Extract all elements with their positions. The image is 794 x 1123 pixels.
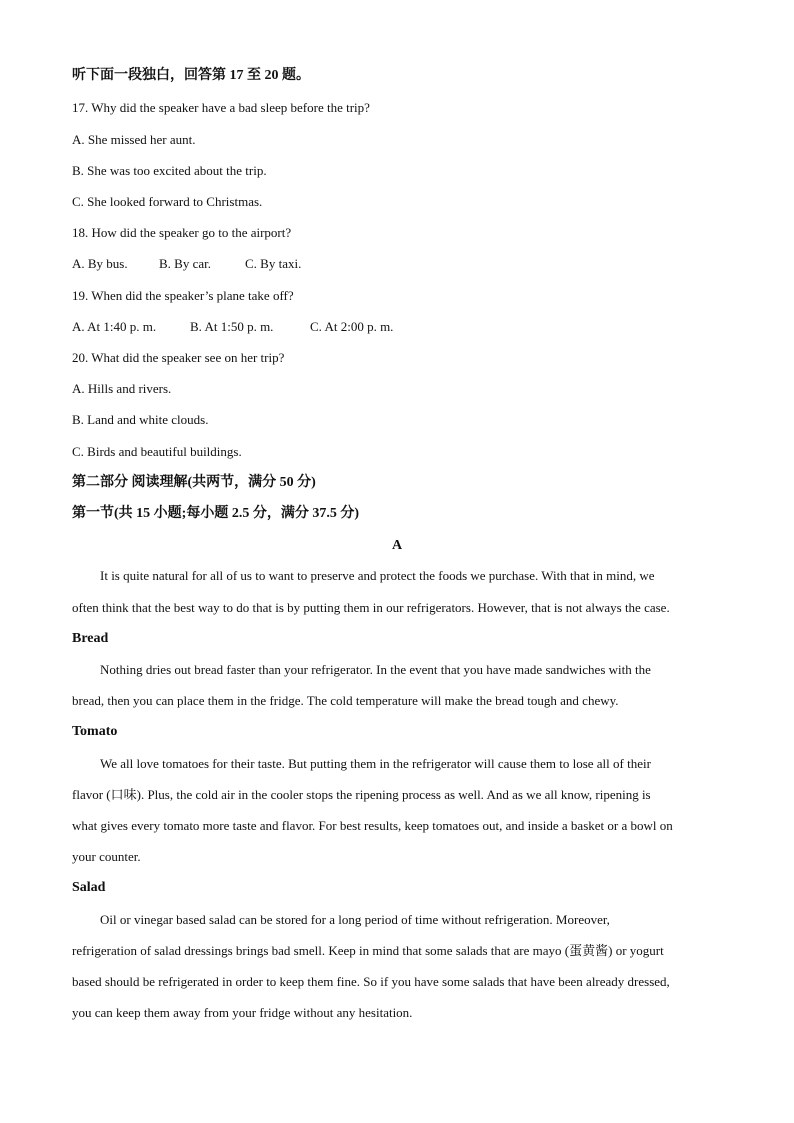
question-20-stem: 20. What did the speaker see on her trip? [72, 350, 285, 365]
salad-paragraph-line-3: based should be refrigerated in order to keep them fine. So if you have some salads that have been already dressed, [72, 974, 670, 989]
tomato-paragraph-line-2: flavor (口味). Plus, the cold air in the cooler stops the ripening process as well. And as we all know, ripening is [72, 787, 651, 802]
question-17-stem: 17. Why did the speaker have a bad sleep before the trip? [72, 100, 370, 115]
salad-heading: Salad [72, 880, 106, 895]
tomato-paragraph-line-4: your counter. [72, 849, 141, 864]
salad-paragraph-line-4: you can keep them away from your fridge without any hesitation. [72, 1005, 413, 1020]
bread-heading: Bread [72, 631, 109, 646]
question-19-option-b: B. At 1:50 p. m. [190, 319, 274, 334]
tomato-paragraph-line-3: what gives every tomato more taste and flavor. For best results, keep tomatoes out, and inside a basket or a bowl on [72, 818, 673, 833]
listening-instruction: 听下面一段独白，回答第 17 至 20 题。 [72, 68, 310, 83]
question-18-option-a: A. By bus. [72, 256, 128, 271]
salad-paragraph-line-2: refrigeration of salad dressings brings bad smell. Keep in mind that some salads that are mayo (蛋黄酱) or yogurt [72, 943, 664, 958]
question-18-options [72, 256, 301, 272]
question-17-option-c: C. She looked forward to Christmas. [72, 194, 263, 209]
question-17-option-b: B. She was too excited about the trip. [72, 163, 267, 178]
reading-part-heading: 第二部分 阅读理解(共两节，满分 50 分) [72, 475, 316, 490]
question-20-option-c: C. Birds and beautiful buildings. [72, 444, 242, 459]
question-20-option-a: A. Hills and rivers. [72, 381, 172, 396]
tomato-heading: Tomato [72, 724, 118, 739]
question-19-option-a: A. At 1:40 p. m. [72, 319, 157, 334]
question-19-option-c: C. At 2:00 p. m. [310, 319, 394, 334]
tomato-paragraph-line-1: We all love tomatoes for their taste. But putting them in the refrigerator will cause them to lose all of their [100, 756, 651, 771]
reading-section-heading: 第一节(共 15 小题;每小题 2.5 分，满分 37.5 分) [72, 506, 359, 521]
intro-paragraph-line-2: often think that the best way to do that is by putting them in our refrigerators. However, that is not always the case. [72, 600, 670, 615]
question-17-option-a: A. She missed her aunt. [72, 132, 196, 147]
question-18-option-b: B. By car. [159, 256, 211, 271]
salad-paragraph-line-1: Oil or vinegar based salad can be stored for a long period of time without refrigeration. Moreover, [100, 912, 610, 927]
bread-paragraph-line-1: Nothing dries out bread faster than your refrigerator. In the event that you have made sandwiches with the [100, 662, 651, 677]
question-18-option-c: C. By taxi. [245, 256, 302, 271]
question-19-options [72, 319, 393, 335]
question-20-option-b: B. Land and white clouds. [72, 412, 209, 427]
intro-paragraph-line-1: It is quite natural for all of us to want to preserve and protect the foods we purchase. With that in mind, we [100, 568, 655, 583]
question-18-stem: 18. How did the speaker go to the airport? [72, 225, 292, 240]
bread-paragraph-line-2: bread, then you can place them in the fridge. The cold temperature will make the bread tough and chewy. [72, 693, 619, 708]
passage-letter: A [391, 538, 403, 553]
question-19-stem: 19. When did the speaker’s plane take off? [72, 288, 294, 303]
